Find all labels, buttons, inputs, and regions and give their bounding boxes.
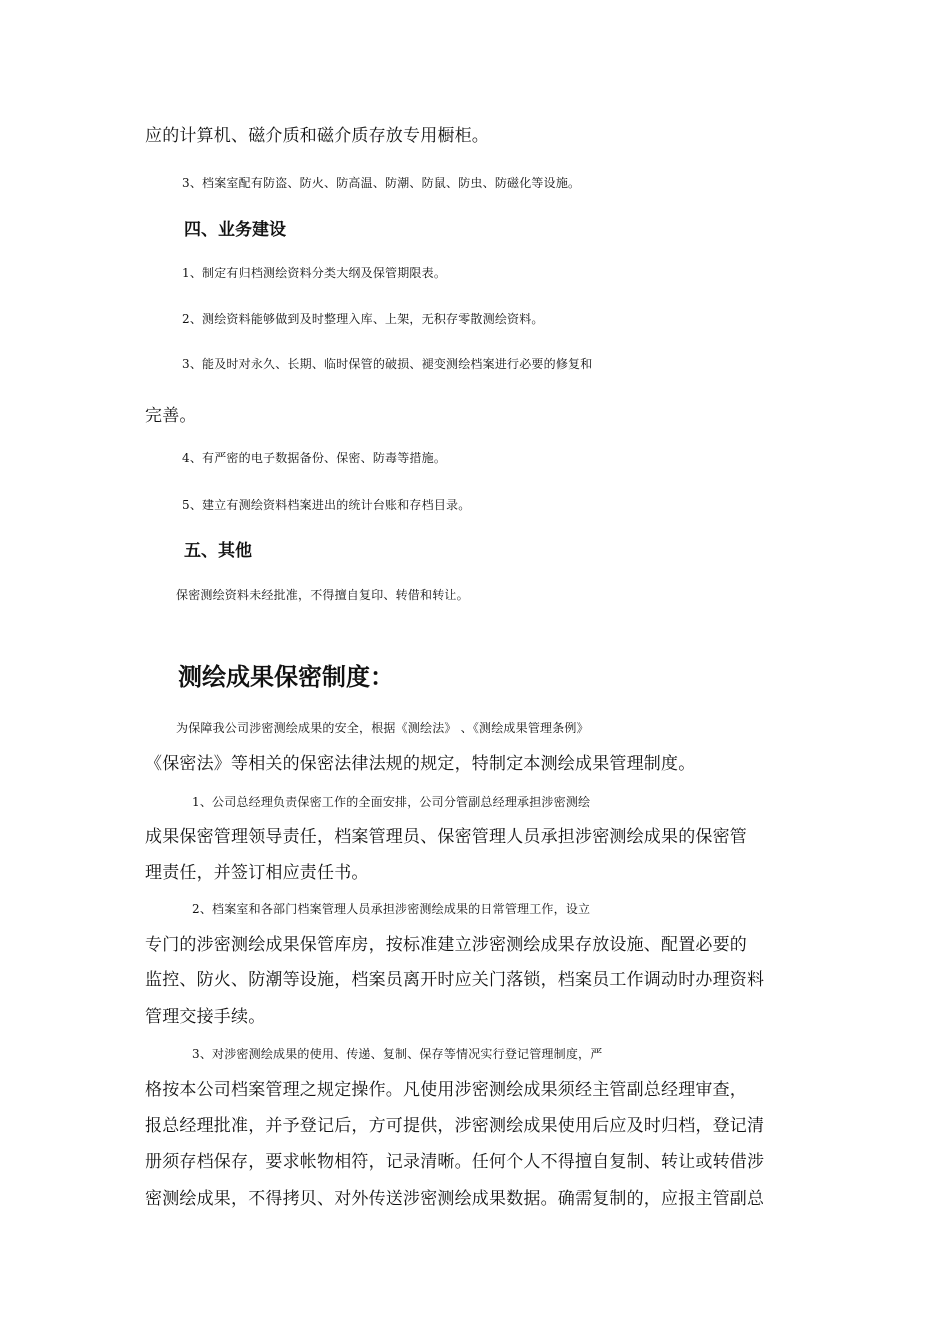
paragraph-line: 保密测绘资料未经批准，不得擅自复印、转借和转让。 xyxy=(176,588,469,602)
list-item: 3、能及时对永久、长期、临时保管的破损、褪变测绘档案进行必要的修复和 xyxy=(182,357,593,371)
paragraph-line: 成果保密管理领导责任，档案管理员、保密管理人员承担涉密测绘成果的保密管 xyxy=(145,827,747,847)
paragraph-line: 《保密法》等相关的保密法律法规的规定，特制定本测绘成果管理制度。 xyxy=(145,754,696,774)
section-heading: 四、业务建设 xyxy=(184,220,286,240)
paragraph-line: 应的计算机、磁介质和磁介质存放专用橱柜。 xyxy=(145,126,489,146)
paragraph-line: 2、档案室和各部门档案管理人员承担涉密测绘成果的日常管理工作，设立 xyxy=(192,902,591,916)
list-item: 2、测绘资料能够做到及时整理入库、上架，无积存零散测绘资料。 xyxy=(182,312,544,326)
list-item: 4、有严密的电子数据备份、保密、防毒等措施。 xyxy=(182,451,447,465)
paragraph-line: 管理交接手续。 xyxy=(145,1007,266,1027)
paragraph-line: 1、公司总经理负责保密工作的全面安排，公司分管副总经理承担涉密测绘 xyxy=(192,795,591,809)
list-item: 1、制定有归档测绘资料分类大纲及保管期限表。 xyxy=(182,266,447,280)
policy-title: 测绘成果保密制度： xyxy=(178,663,394,691)
paragraph-line: 报总经理批准，并予登记后，方可提供，涉密测绘成果使用后应及时归档，登记清 xyxy=(145,1116,765,1136)
paragraph-line: 理责任，并签订相应责任书。 xyxy=(145,863,369,883)
section-heading: 五、其他 xyxy=(184,541,252,561)
list-item: 5、建立有测绘资料档案进出的统计台账和存档目录。 xyxy=(182,498,471,512)
paragraph-line: 格按本公司档案管理之规定操作。凡使用涉密测绘成果须经主管副总经理审查， xyxy=(145,1080,747,1100)
paragraph-line: 监控、防火、防潮等设施，档案员离开时应关门落锁，档案员工作调动时办理资料 xyxy=(145,970,765,990)
paragraph-line: 册须存档保存，要求帐物相符，记录清晰。任何个人不得擅自复制、转让或转借涉 xyxy=(145,1152,765,1172)
list-item: 3、档案室配有防盗、防火、防高温、防潮、防鼠、防虫、防磁化等设施。 xyxy=(182,176,581,190)
paragraph-line: 专门的涉密测绘成果保管库房，按标准建立涉密测绘成果存放设施、配置必要的 xyxy=(145,935,747,955)
list-item-continuation: 完善。 xyxy=(145,406,197,426)
paragraph-line: 3、对涉密测绘成果的使用、传递、复制、保存等情况实行登记管理制度，严 xyxy=(192,1047,603,1061)
paragraph-line: 密测绘成果，不得拷贝、对外传送涉密测绘成果数据。确需复制的，应报主管副总 xyxy=(145,1189,765,1209)
paragraph-line: 为保障我公司涉密测绘成果的安全，根据《测绘法》 、《测绘成果管理条例》 xyxy=(176,721,589,735)
